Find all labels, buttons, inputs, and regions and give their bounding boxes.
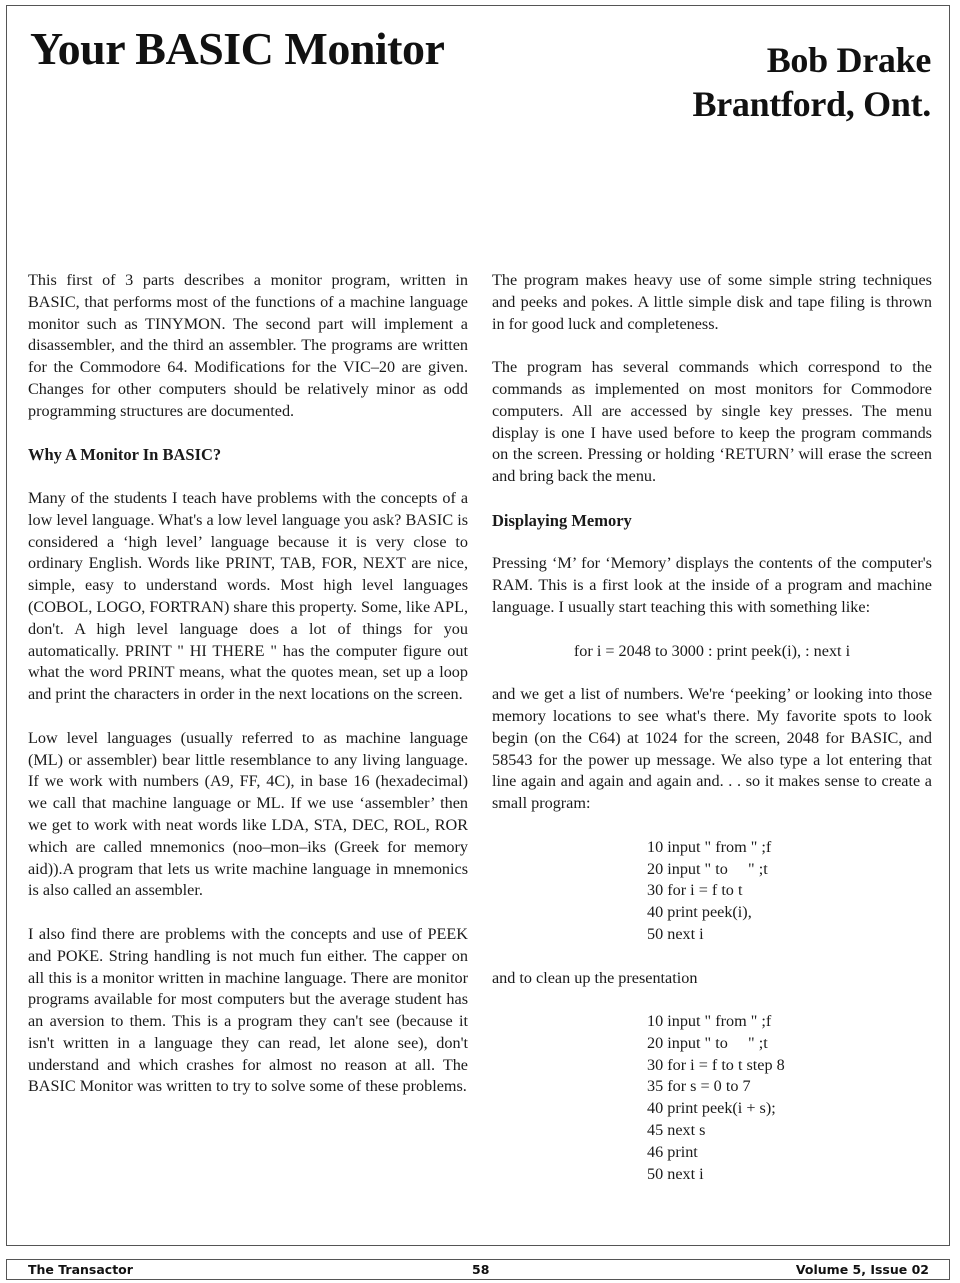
page-footer — [6, 1259, 950, 1280]
author-name: Bob Drake — [766, 40, 931, 80]
code-line: 20 input " to " ;t — [647, 859, 768, 878]
author-location: Brantford, Ont. — [692, 84, 931, 124]
code-listing-2 — [647, 1011, 932, 1185]
code-line: 10 input " from " ;f — [647, 837, 772, 856]
code-line: 10 input " from " ;f — [647, 1012, 772, 1031]
code-line: 40 print peek(i + s); — [647, 1099, 776, 1118]
code-line: 50 next i — [647, 924, 704, 943]
left-column — [28, 270, 468, 1120]
code-line: 46 print — [647, 1142, 698, 1161]
code-line: 50 next i — [647, 1164, 704, 1183]
code-line: 20 input " to " ;t — [647, 1033, 768, 1052]
footer-page-number: 58 — [472, 1262, 490, 1277]
paragraph-peeking: and we get a list of numbers. We're ‘peeking’ or looking into those memory locations to see what's there. My favorite spots to look begin (on the C64) at 1024 for the screen, 2048 for BASIC, and 58543 for the power up message. We also type a lot entering that line again and again and again and. . . so it makes sense to create a small program: — [492, 685, 932, 813]
code-line: 45 next s — [647, 1121, 706, 1140]
footer-publication: The Transactor — [28, 1262, 133, 1277]
paragraph-commands: The program has several commands which correspond to the commands as implemented on most monitors for Commodore computers. All are accessed by single key presses. The menu display is one I have used before to keep the program commands on the screen. Pressing or holding ‘RETURN’ will erase the screen and bring back the menu. — [492, 358, 932, 486]
paragraph-string-techniques: The program makes heavy use of some simple string techniques and peeks and pokes. A little simple disk and tape filing is thrown in for good luck and completeness. — [492, 271, 932, 333]
right-column — [492, 270, 932, 1207]
footer-issue: Volume 5, Issue 02 — [795, 1262, 929, 1277]
section-heading-displaying-memory: Displaying Memory — [492, 510, 632, 530]
byline — [692, 38, 931, 126]
article-title: Your BASIC Monitor — [30, 23, 445, 74]
paragraph-low-level-concepts: Many of the students I teach have problems with the concepts of a low level language. What's a low level language you ask? BASIC is considered a ‘high level’ language because it is very close to ordinary English. Words like PRINT, TAB, FOR, NEXT are nice, simple, easy to understand words. Most high level languages (COBOL, LOGO, FORTRAN) share this property. Some, like APL, don't. A high level language does a lot of things for you automatically. PRINT " HI THERE " has the computer figure out what the word PRINT means, what the quotes mean, set up a loop and print the characters in order in the next locations on the screen. — [28, 488, 468, 704]
code-listing-1 — [647, 837, 932, 946]
intro-paragraph: This first of 3 parts describes a monitor program, written in BASIC, that performs most of the functions of a machine language monitor such as TINYMON. The second part will implement a disassembler, and the third an assembler. The programs are written for the Commodore 64. Modifications for the VIC–20 are given. Changes for other computers should be relatively minor as odd programming structures are documented. — [28, 271, 468, 420]
code-line: 30 for i = f to t step 8 — [647, 1055, 785, 1074]
code-line: 35 for s = 0 to 7 — [647, 1077, 751, 1096]
code-line: 30 for i = f to t — [647, 881, 743, 900]
section-heading-why-basic: Why A Monitor In BASIC? — [28, 445, 222, 465]
paragraph-clean-up: and to clean up the presentation — [492, 968, 698, 987]
code-oneliner: for i = 2048 to 3000 : print peek(i), : next i — [573, 641, 851, 660]
paragraph-pressing-m: Pressing ‘M’ for ‘Memory’ displays the contents of the computer's RAM. This is a first look at the inside of a program and machine language. I usually start teaching this with something like: — [492, 554, 932, 616]
paragraph-machine-language: Low level languages (usually referred to as machine language (ML) or assembler) bear little resemblance to any living language. If we work with numbers (A9, FF, 4C), in base 16 (hexadecimal) we call that machine language or ML. If we use ‘assembler’ then we get to work with neat words like LDA, STA, DEC, ROL, ROR which are called mnemonics (noo–mon–iks (Greek for memory aid)).A program that lets us write machine language in mnemonics is also called an assembler. — [28, 728, 468, 900]
code-line: 40 print peek(i), — [647, 903, 752, 922]
paragraph-peek-poke: I also find there are problems with the concepts and use of PEEK and POKE. String handling is not much fun either. The capper on all this is a monitor written in machine language. There are monitor programs available for most computers but the average student has an aversion to them. This is a program they can't see (because it isn't written in a language they can read, let alone see), don't understand and which crashes for almost no reason at all. The BASIC Monitor was written to try to solve some of these problems. — [28, 924, 468, 1096]
